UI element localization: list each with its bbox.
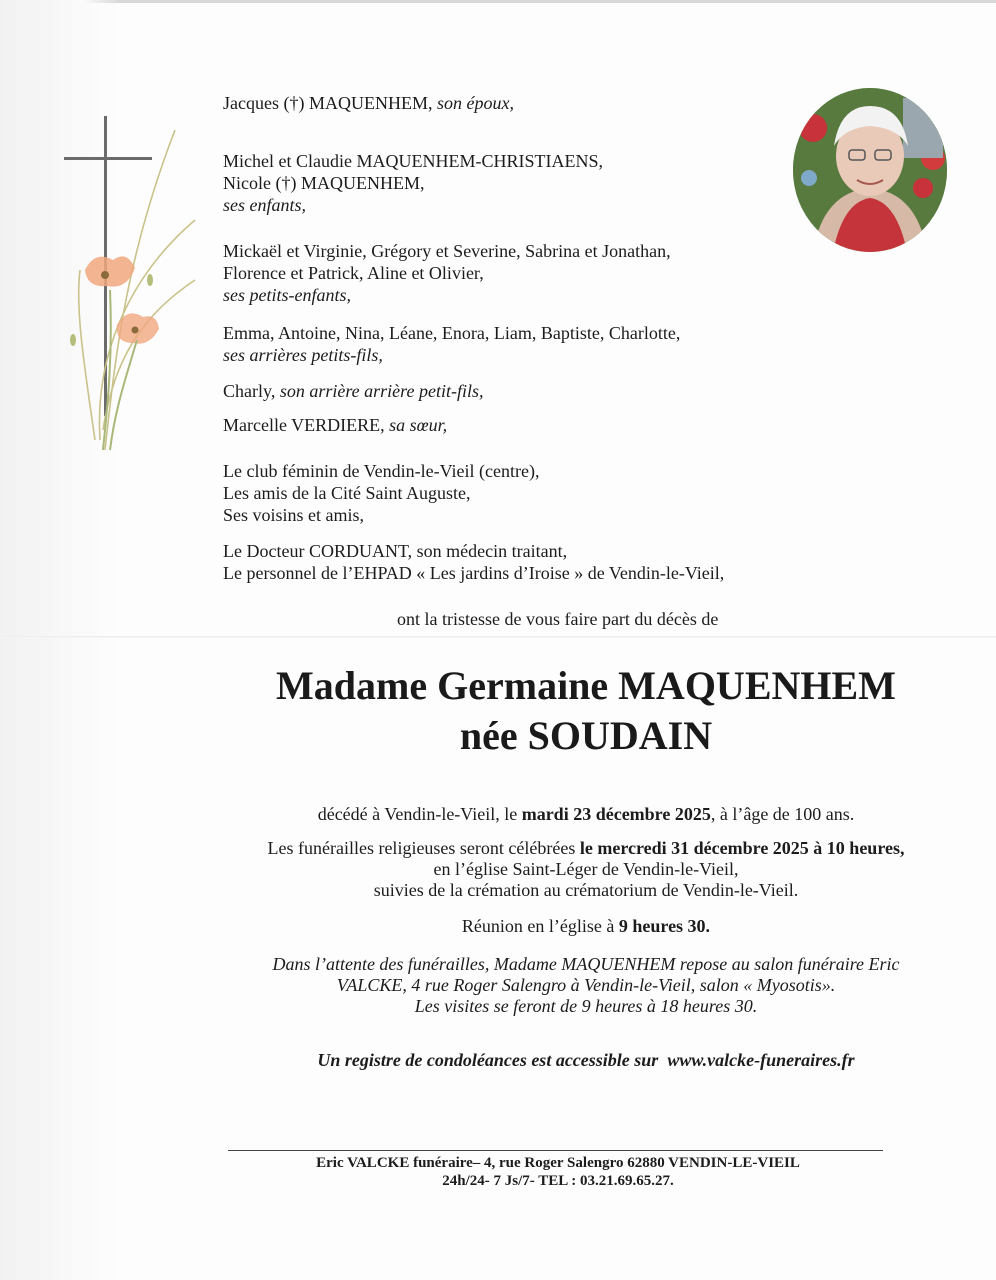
friends-block xyxy=(223,460,539,526)
footer-address: Eric VALCKE funéraire– 4, rue Roger Salengro 62880 VENDIN-LE-VIEIL xyxy=(316,1155,800,1171)
death-line xyxy=(88,804,996,825)
great-great-role: son arrière arrière petit-fils, xyxy=(279,381,484,401)
portrait-photo xyxy=(793,88,947,252)
fold-line xyxy=(0,636,996,638)
funeral-pre: Les funérailles religieuses seront célébrées xyxy=(267,838,576,858)
funeral-comma: , xyxy=(899,838,905,858)
register-text: Un registre de condoléances est accessible sur xyxy=(317,1050,659,1070)
medical-block xyxy=(223,540,724,584)
children-role: ses enfants, xyxy=(223,195,306,215)
death-post: , à l’âge de 100 ans. xyxy=(710,804,855,824)
spouse-role: son époux, xyxy=(436,93,514,113)
great-great-line xyxy=(223,380,483,402)
children-line-2: Nicole (†) MAQUENHEM, xyxy=(223,173,425,193)
rest-line-1: Dans l’attente des funérailles, Madame MAQUENHEM repose au salon funéraire Eric xyxy=(272,954,900,974)
grandchildren-block xyxy=(223,240,671,306)
wheat-stems xyxy=(79,130,195,450)
rest-line-2: VALCKE, 4 rue Roger Salengro à Vendin-le-Vieil, salon « Myosotis». xyxy=(336,975,836,995)
cross-flowers-decoration xyxy=(55,110,205,470)
rest-line-3: Les visites se feront de 9 heures à 18 heures 30. xyxy=(414,996,758,1016)
great-grandchildren-role: ses arrières petits-fils, xyxy=(223,345,383,365)
footer-divider xyxy=(228,1150,883,1151)
grandchildren-line-1: Mickaël et Virginie, Grégory et Severine, Sabrina et Jonathan, xyxy=(223,241,671,261)
scan-edge xyxy=(0,0,996,3)
children-line-1: Michel et Claudie MAQUENHEM-CHRISTIAENS, xyxy=(223,151,603,171)
friends-line-3: Ses voisins et amis, xyxy=(223,505,365,525)
funeral-date: le mercredi 31 décembre 2025 à 10 heures xyxy=(579,838,900,858)
meeting-line xyxy=(88,916,996,937)
friends-line-2: Les amis de la Cité Saint Auguste, xyxy=(223,483,471,503)
sister-role: sa sœur, xyxy=(389,415,448,435)
sister-name: Marcelle VERDIERE, xyxy=(223,415,385,435)
medical-line-2: Le personnel de l’EHPAD « Les jardins d’Iroise » de Vendin-le-Vieil, xyxy=(223,563,725,583)
funeral-line-1 xyxy=(88,838,996,859)
spouse-line xyxy=(223,92,514,114)
grandchildren-line-2: Florence et Patrick, Aline et Olivier, xyxy=(223,263,484,283)
death-pre: décédé à Vendin-le-Vieil, le xyxy=(317,804,518,824)
children-block xyxy=(223,150,603,216)
meeting-pre: Réunion en l’église à xyxy=(461,916,615,936)
announce-line: ont la tristesse de vous faire part du décès de xyxy=(397,609,719,629)
funeral-line-2: en l’église Saint-Léger de Vendin-le-Vieil, xyxy=(433,859,739,879)
medical-line-1: Le Docteur CORDUANT, son médecin traitant, xyxy=(223,541,568,561)
meeting-time: 9 heures 30. xyxy=(618,916,711,936)
great-grandchildren-line-1: Emma, Antoine, Nina, Léane, Enora, Liam, Baptiste, Charlotte, xyxy=(223,323,681,343)
death-date: mardi 23 décembre 2025 xyxy=(521,804,711,824)
sister-line xyxy=(223,414,447,436)
footer-phone: 24h/24- 7 Js/7- TEL : 03.21.69.65.27. xyxy=(442,1173,674,1189)
deceased-name: Madame Germaine MAQUENHEM xyxy=(276,663,896,708)
funeral-line-3: suivies de la crémation au crématorium de Vendin-le-Vieil. xyxy=(373,880,799,900)
great-grandchildren-block xyxy=(223,322,680,366)
great-great-name: Charly, xyxy=(223,381,276,401)
register-line xyxy=(88,1050,996,1071)
grandchildren-role: ses petits-enfants, xyxy=(223,285,351,305)
friends-line-1: Le club féminin de Vendin-le-Vieil (centre), xyxy=(223,461,540,481)
spouse-name: Jacques (†) MAQUENHEM, xyxy=(223,93,433,113)
deceased-maiden-name: née SOUDAIN xyxy=(459,713,713,758)
register-url[interactable]: www.valcke-funeraires.fr xyxy=(667,1050,855,1070)
